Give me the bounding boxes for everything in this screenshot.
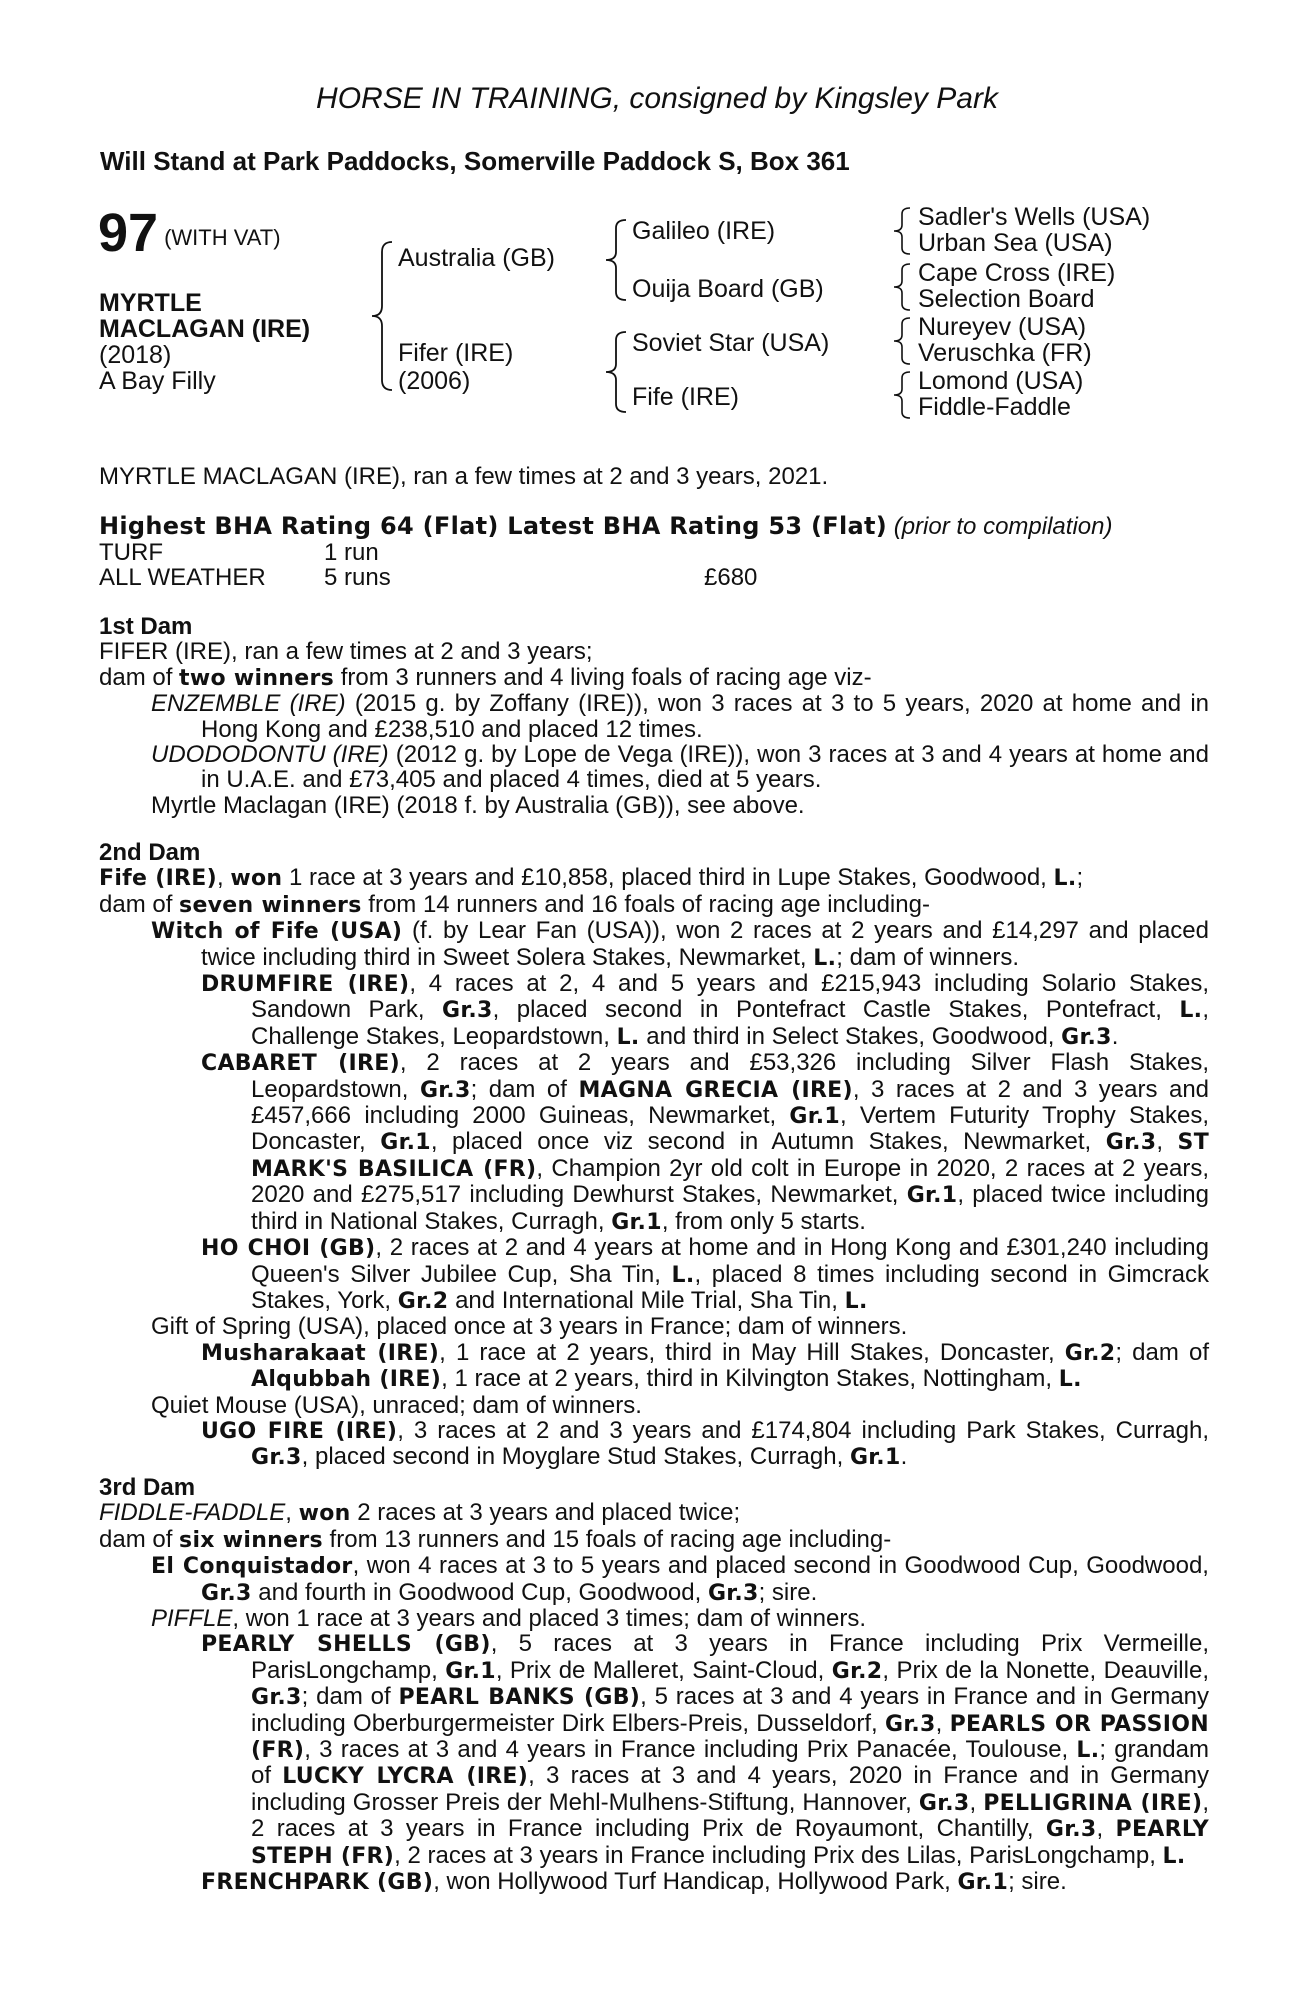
produce-entry <box>99 742 1209 793</box>
second-dam-produce-line <box>99 892 1209 918</box>
race-summary: MYRTLE MACLAGAN (IRE), ran a few times at 2 and 3 years, 2021. <box>99 463 829 490</box>
text: dam of <box>99 1525 180 1553</box>
grade: Gr.1 <box>906 1183 958 1209</box>
text: . <box>1111 1022 1119 1050</box>
text: , placed second in Moyglare Stud Stakes, Curragh, <box>301 1443 850 1471</box>
grade: Gr.1 <box>849 1445 901 1471</box>
text: dam of <box>99 890 180 918</box>
grade: L. <box>671 1262 695 1288</box>
lot-number-value: 97 <box>98 203 159 263</box>
horse-name: UDODODONTU (IRE) <box>151 741 389 769</box>
text: , Vertem Futurity Trophy Stakes, Doncaster, <box>251 1102 1210 1156</box>
grade: Gr.2 <box>831 1658 883 1684</box>
text: , Prix de la Nonette, Deauville, <box>882 1656 1209 1684</box>
horse-name: ST MARK'S BASILICA (FR) <box>251 1130 1209 1182</box>
text: , placed second in Pontefract Castle Stakes, Pontefract, <box>492 996 1180 1024</box>
text: , 3 races at 2 and 3 years and £174,804 including Park Stakes, Curragh, <box>397 1416 1209 1444</box>
winners-count: seven winners <box>179 892 362 918</box>
produce-entry: Myrtle Maclagan (IRE) (2018 f. by Australia (GB)), see above. <box>151 791 805 819</box>
grade: Gr.3 <box>442 998 493 1024</box>
grade: Gr.3 <box>1061 1024 1112 1050</box>
grade: Gr.3 <box>1045 1817 1097 1843</box>
horse-name: FIDDLE-FADDLE <box>99 1499 286 1527</box>
pedigree-sd-sire: Cape Cross (IRE) <box>918 259 1116 287</box>
horse-name: LUCKY LYCRA (IRE) <box>282 1764 529 1790</box>
text: (f. by Lear Fan (USA)), won 2 races at 2 years and £14,297 and placed twice including third in Sweet Solera Stakes, Newmarket, <box>201 917 1209 971</box>
horse-name: PELLIGRINA (IRE) <box>983 1790 1203 1816</box>
second-dam-section <box>99 840 1209 1471</box>
horse-name: ENZEMBLE (IRE) <box>151 690 346 718</box>
text: , from only 5 starts. <box>661 1207 866 1235</box>
pedigree-dd-sire: Lomond (USA) <box>918 367 1084 395</box>
text: , 1 race at 2 years, third in May Hill Stakes, Doncaster, <box>439 1338 1065 1366</box>
text: , <box>1156 1128 1178 1156</box>
text: , placed twice including third in National Stakes, Curragh, <box>251 1181 1209 1235</box>
winners-count: two winners <box>179 665 335 691</box>
pedigree-sire-sire: Galileo (IRE) <box>632 217 776 245</box>
grade: L. <box>844 1288 868 1314</box>
prize-cell: £680 <box>704 563 758 591</box>
text: ; sire. <box>758 1578 818 1606</box>
horse-name: UGO FIRE (IRE) <box>201 1418 398 1444</box>
runs-cell: 1 run <box>324 538 379 566</box>
grade: L. <box>1162 1843 1186 1869</box>
second-dam-heading: 2nd Dam <box>99 839 201 866</box>
surface-cell: ALL WEATHER <box>99 563 266 591</box>
produce-entry <box>99 691 1209 742</box>
horse-name: PEARLY SHELLS (GB) <box>201 1632 491 1658</box>
pedigree-brace-g3a <box>888 206 914 256</box>
produce-entry <box>99 1631 1209 1869</box>
horse-description: A Bay Filly <box>99 367 216 395</box>
horse-name: PEARLY STEPH (FR) <box>251 1817 1209 1869</box>
text: , 2 races at 2 and 4 years at home and in Hong Kong and £301,240 including Queen's Silver Jubilee Cup, Sha Tin, <box>251 1234 1209 1288</box>
text: , placed once viz second in Autumn Stakes, Newmarket, <box>430 1128 1106 1156</box>
grade: Gr.2 <box>397 1288 449 1314</box>
produce-entry <box>99 918 1209 971</box>
produce-entry <box>99 1553 1209 1606</box>
text: , 2 races at 3 years in France including Prix de Royaumont, Chantilly, <box>251 1788 1209 1843</box>
pedigree-dd-dam: Fiddle-Faddle <box>918 393 1071 421</box>
grade: Gr.3 <box>1105 1130 1157 1156</box>
text: ; <box>1076 864 1084 892</box>
horse-name: Fife (IRE) <box>99 866 217 892</box>
text: , 4 races at 2, 4 and 5 years and £215,943 including Solario Stakes, Sandown Park, <box>251 970 1210 1024</box>
horse-name: MAGNA GRECIA (IRE) <box>578 1077 853 1103</box>
table-row <box>99 565 757 590</box>
horse-name: Alqubbah (IRE) <box>251 1367 442 1393</box>
text: and third in Select Stakes, Goodwood, <box>639 1022 1062 1050</box>
horse-name-line1: MYRTLE <box>99 289 202 317</box>
grade: L. <box>1058 1367 1082 1393</box>
pedigree-ds-dam: Veruschka (FR) <box>918 339 1092 367</box>
pedigree-brace-g3c <box>888 316 914 366</box>
table-row <box>99 540 757 565</box>
horse-name: CABARET (IRE) <box>201 1051 400 1077</box>
runs-cell: 5 runs <box>324 563 391 591</box>
produce-entry <box>99 1235 1209 1314</box>
pedigree-dam: Fifer (IRE) <box>398 339 514 367</box>
text: , <box>969 1788 984 1816</box>
pedigree-brace-g3b <box>888 262 914 312</box>
produce-entry: Gift of Spring (USA), placed once at 3 years in France; dam of winners. <box>151 1313 908 1341</box>
pedigree-sd-dam: Selection Board <box>918 285 1095 313</box>
grade: L. <box>813 945 837 971</box>
grade: Gr.3 <box>251 1445 302 1471</box>
grade: Gr.1 <box>445 1658 496 1684</box>
horse-name: PEARL BANKS (GB) <box>398 1685 641 1711</box>
ratings-text: Highest BHA Rating 64 (Flat) Latest BHA Rating 53 (Flat) <box>99 512 888 540</box>
text: , Prix de Malleret, Saint-Cloud, <box>495 1656 832 1684</box>
first-dam-line: FIFER (IRE), ran a few times at 2 and 3 years; <box>99 638 593 666</box>
pedigree-brace-g3d <box>888 370 914 420</box>
text: , won 4 races at 3 to 5 years and placed second in Goodwood Cup, Goodwood, <box>352 1552 1209 1580</box>
grade: Gr.3 <box>918 1790 970 1816</box>
vat-note: (WITH VAT) <box>164 225 281 250</box>
produce-entry <box>99 1418 1209 1471</box>
produce-entry <box>99 1606 1209 1631</box>
text: from 14 runners and 16 foals of racing age including- <box>361 890 930 918</box>
text: , Champion 2yr old colt in Europe in 2020, 2 races at 2 years, 2020 and £275,517 including Dewhurst Stakes, Newmarket, <box>251 1154 1209 1209</box>
grade: Gr.3 <box>251 1685 302 1711</box>
text: from 13 runners and 15 foals of racing age including- <box>322 1525 892 1553</box>
text: ; dam of <box>301 1683 399 1711</box>
text: , <box>1096 1815 1116 1843</box>
text: dam of <box>99 663 180 691</box>
ratings-block <box>99 514 1209 590</box>
horse-name: PEARLS OR PASSION (FR) <box>251 1711 1209 1764</box>
text: and fourth in Goodwood Cup, Goodwood, <box>251 1578 708 1606</box>
runs-table <box>99 540 757 590</box>
text: , 5 races at 3 years in France including Prix Vermeille, ParisLongchamp, <box>251 1630 1210 1684</box>
text: , 2 races at 2 years and £53,326 including Silver Flash Stakes, Leopardstown, <box>251 1049 1209 1103</box>
produce-entry <box>99 1869 1209 1895</box>
ratings-note: (prior to compilation) <box>893 513 1113 540</box>
text: (2012 g. by Lope de Vega (IRE)), won 3 races at 3 and 4 years at home and in U.A.E. and £73,405 and placed 4 times, died at 5 years. <box>201 741 1209 794</box>
second-dam-line <box>99 865 1209 891</box>
text: , 3 races at 3 and 4 years in France including Prix Panacée, Toulouse, <box>304 1736 1077 1764</box>
grade: L. <box>616 1024 640 1050</box>
horse-name: HO CHOI (GB) <box>201 1236 376 1262</box>
text: 2 races at 3 years and placed twice; <box>350 1499 741 1527</box>
first-dam-heading: 1st Dam <box>99 613 193 640</box>
text: , 1 race at 2 years, third in Kilvington Stakes, Nottingham, <box>441 1365 1059 1393</box>
text: 1 race at 3 years and £10,858, placed third in Lupe Stakes, Goodwood, <box>282 864 1054 892</box>
text: won <box>230 866 283 892</box>
text: (2015 g. by Zoffany (IRE)), won 3 races at 3 to 5 years, 2020 at home and in Hong Kong and £238,510 and placed 12 times. <box>201 690 1209 743</box>
lot-number <box>98 203 281 263</box>
grade: Gr.1 <box>789 1104 841 1130</box>
grade: Gr.3 <box>884 1711 936 1737</box>
grade: Gr.3 <box>201 1580 252 1606</box>
text: , placed 8 times including second in Gimcrack Stakes, York, <box>251 1260 1210 1314</box>
horse-info <box>99 290 310 394</box>
text: , 3 races at 2 and 3 years and £457,666 including 2000 Guineas, Newmarket, <box>251 1075 1210 1130</box>
horse-name-line2: MACLAGAN (IRE) <box>99 315 311 343</box>
grade: L. <box>1076 1738 1100 1764</box>
horse-name: El Conquistador <box>151 1554 353 1580</box>
third-dam-heading: 3rd Dam <box>99 1474 196 1501</box>
grade: Gr.1 <box>380 1130 431 1156</box>
page-title: HORSE IN TRAINING, consigned by Kingsley Park <box>316 82 998 115</box>
text: ; dam of <box>470 1075 579 1103</box>
horse-name: DRUMFIRE (IRE) <box>201 972 410 998</box>
third-dam-line <box>99 1500 1209 1526</box>
grade: Gr.1 <box>957 1870 1009 1896</box>
produce-entry: Quiet Mouse (USA), unraced; dam of winners. <box>151 1391 642 1419</box>
text: , 5 races at 3 and 4 years in France and in Germany including Oberburgermeister Dirk Elbers-Preis, Dusseldorf, <box>251 1683 1210 1737</box>
stand-location: Will Stand at Park Paddocks, Somerville Paddock S, Box 361 <box>100 146 850 176</box>
pedigree-sire-dam: Ouija Board (GB) <box>632 275 824 303</box>
first-dam-section <box>99 614 1209 818</box>
produce-entry <box>99 971 1209 1050</box>
pedigree-dam-dam: Fife (IRE) <box>632 383 739 411</box>
text: ; dam of winners. <box>836 943 1020 971</box>
text: ; sire. <box>1008 1868 1067 1896</box>
pedigree-dam-sire: Soviet Star (USA) <box>632 329 830 357</box>
text: . <box>900 1443 908 1471</box>
text: , <box>285 1499 299 1527</box>
horse-name: Witch of Fife (USA) <box>151 919 403 945</box>
produce-entry <box>99 1340 1209 1393</box>
grade: Gr.1 <box>611 1209 662 1235</box>
text: ; dam of <box>1115 1338 1209 1366</box>
pedigree-brace-sire <box>600 218 630 302</box>
horse-name: FRENCHPARK (GB) <box>201 1870 434 1896</box>
horse-name: PIFFLE <box>151 1605 233 1633</box>
text: , 2 races at 3 years in France including Prix des Lilas, ParisLongchamp, <box>394 1841 1163 1869</box>
text: from 3 runners and 4 living foals of racing age viz- <box>334 663 872 691</box>
pedigree-brace-gen1 <box>366 240 396 392</box>
pedigree-dam-year: (2006) <box>398 367 471 395</box>
winners-count: six winners <box>179 1527 323 1553</box>
grade: L. <box>1053 866 1077 892</box>
pedigree-sire: Australia (GB) <box>398 244 555 272</box>
text: , <box>216 864 231 892</box>
horse-year: (2018) <box>99 341 172 369</box>
third-dam-section <box>99 1475 1209 1896</box>
surface-cell: TURF <box>99 538 163 566</box>
horse-name: Musharakaat (IRE) <box>201 1340 440 1366</box>
grade: L. <box>1179 998 1203 1024</box>
pedigree-ss-sire: Sadler's Wells (USA) <box>918 203 1151 231</box>
pedigree-ss-dam: Urban Sea (USA) <box>918 229 1113 257</box>
text: won <box>298 1501 351 1527</box>
produce-entry <box>99 1050 1209 1235</box>
text: ; grandam of <box>251 1736 1209 1790</box>
prize-cell <box>704 540 757 565</box>
text: , <box>935 1709 950 1737</box>
first-dam-produce-line <box>99 665 1209 691</box>
text: and International Mile Trial, Sha Tin, <box>448 1286 845 1314</box>
text: , Challenge Stakes, Leopardstown, <box>251 996 1210 1050</box>
grade: Gr.3 <box>707 1580 759 1606</box>
text: , 3 races at 3 and 4 years, 2020 in France and in Germany including Grosser Preis der Mehl-Mulhens-Stiftung, Hannover, <box>251 1762 1210 1816</box>
pedigree-ds-sire: Nureyev (USA) <box>918 313 1087 341</box>
grade: Gr.2 <box>1064 1340 1116 1366</box>
grade: Gr.3 <box>419 1077 471 1103</box>
third-dam-produce-line <box>99 1527 1209 1553</box>
text: , won Hollywood Turf Handicap, Hollywood Park, <box>433 1868 958 1896</box>
text: , won 1 race at 3 years and placed 3 times; dam of winners. <box>232 1605 867 1633</box>
pedigree-brace-dam <box>600 330 630 414</box>
